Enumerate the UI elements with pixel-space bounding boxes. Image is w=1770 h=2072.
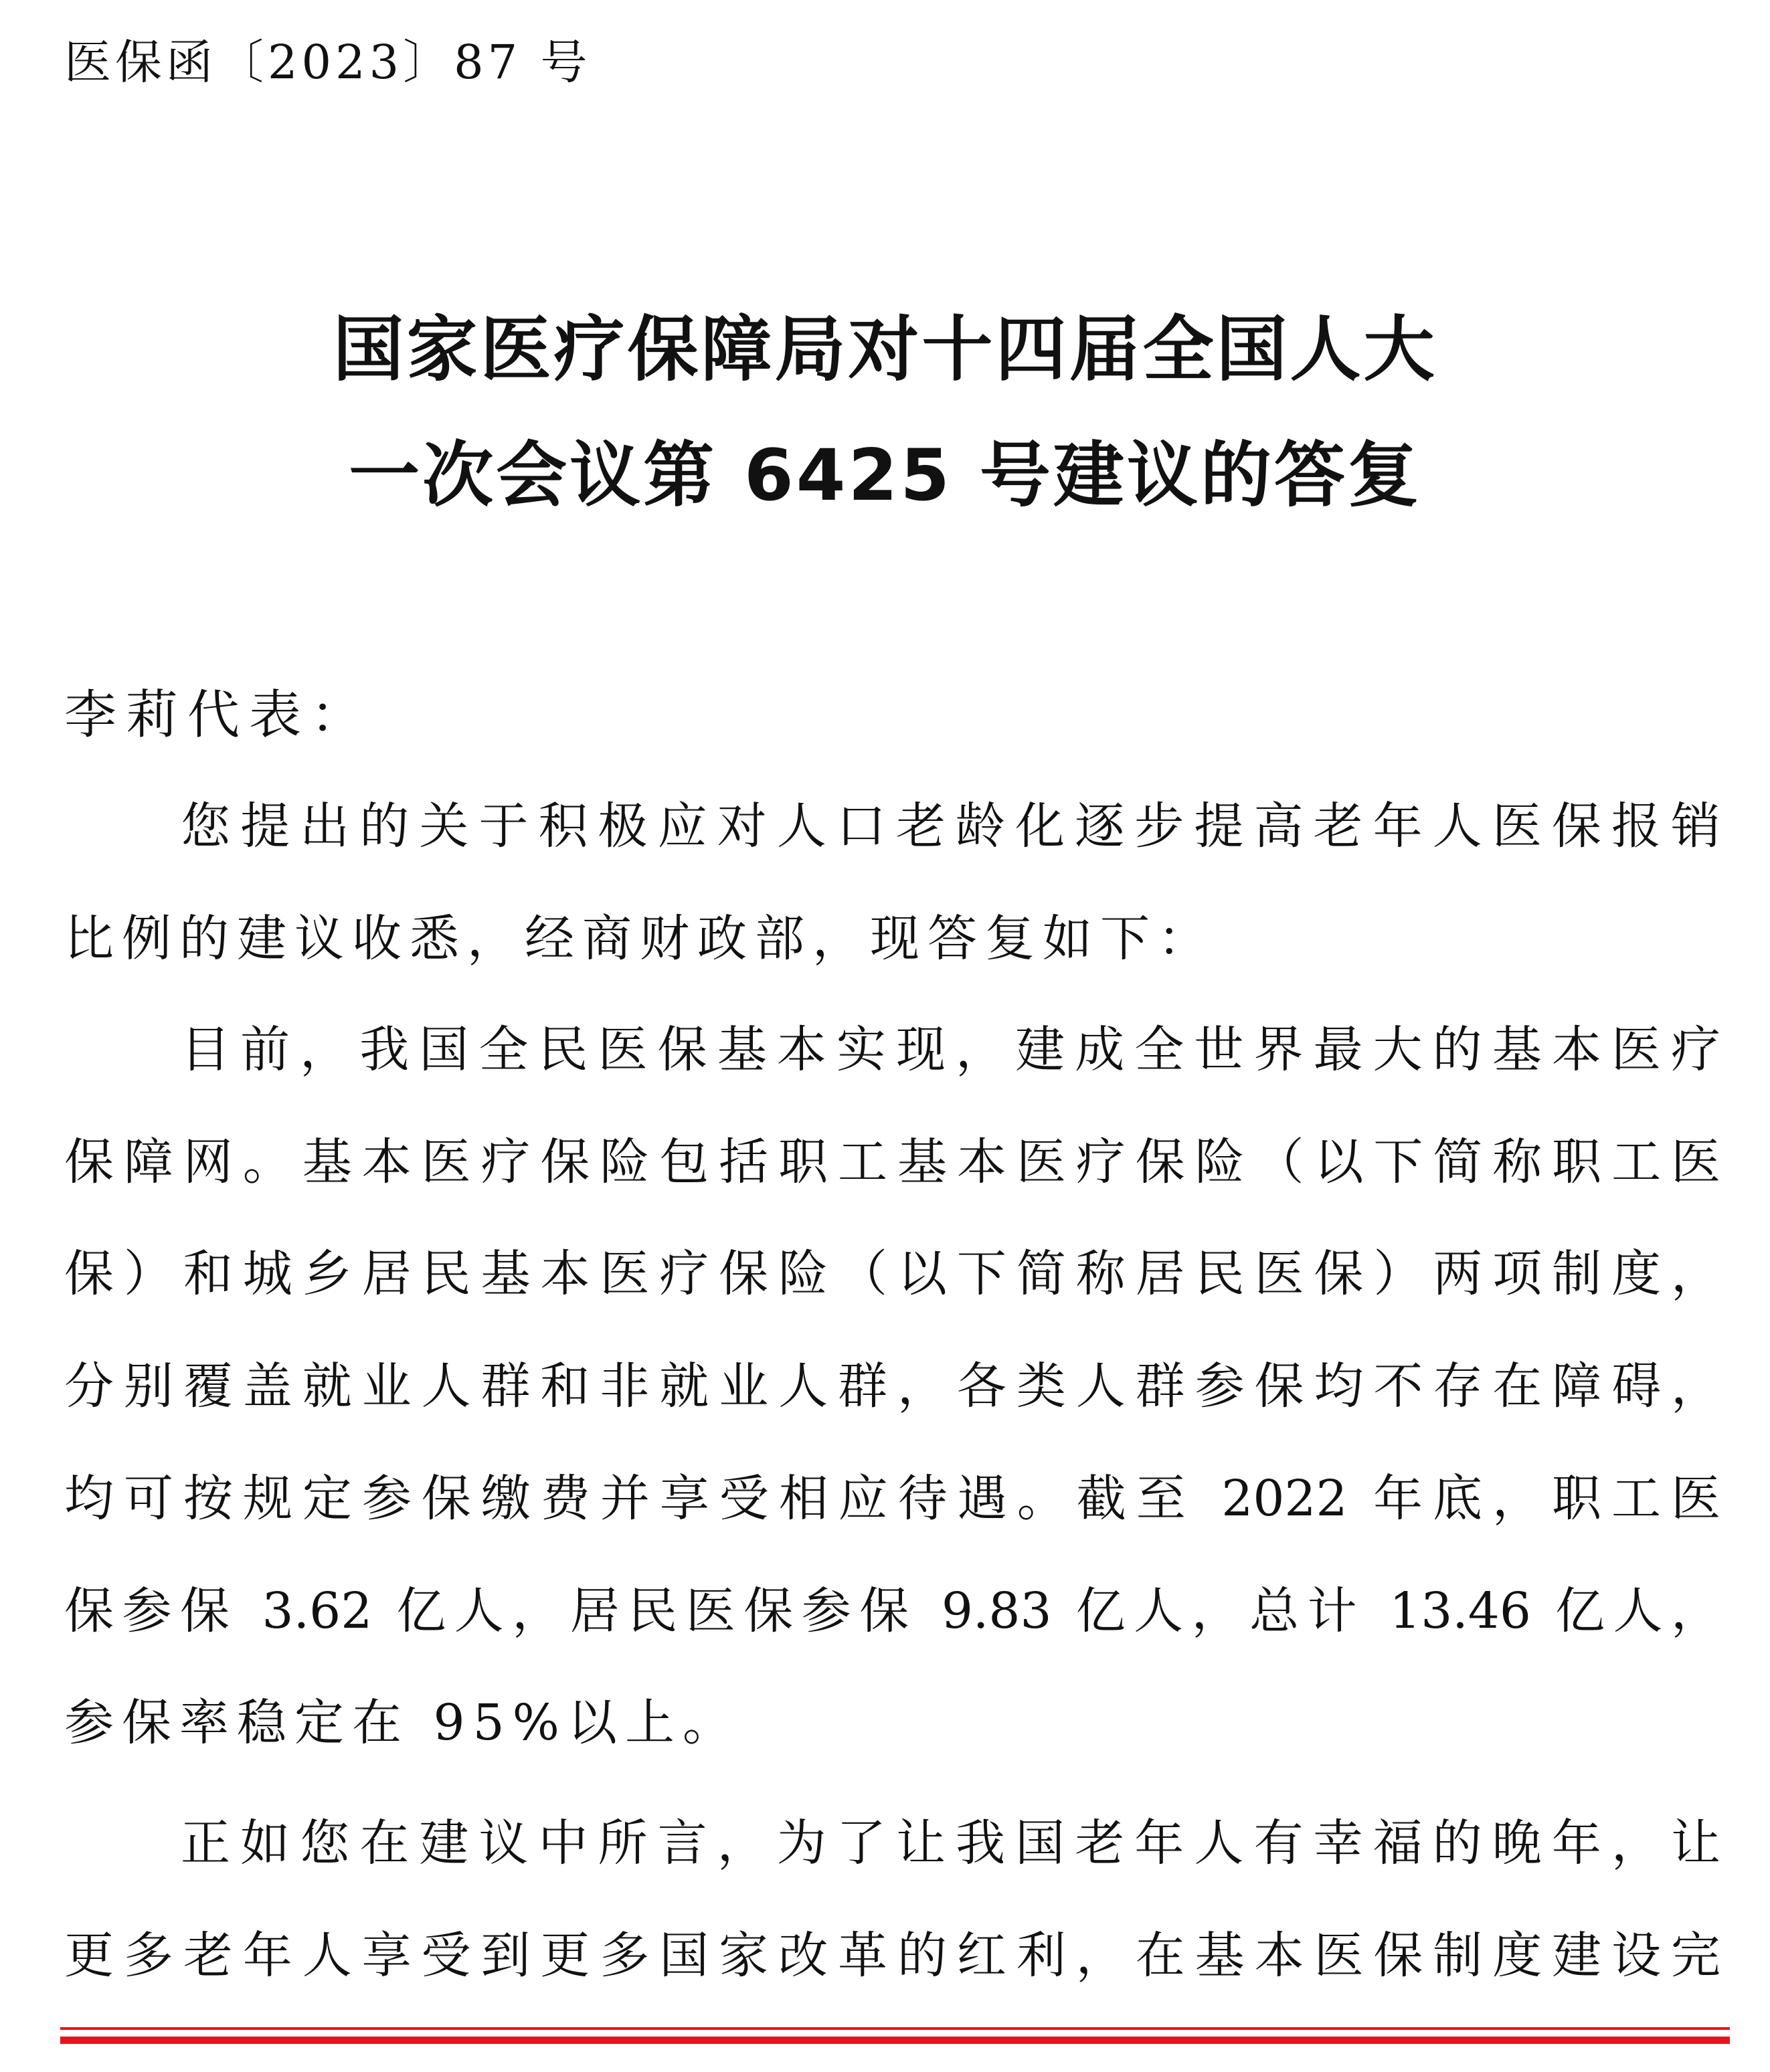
footer-rule-thick [60, 2037, 1730, 2044]
document-title-line-2: 一次会议第 6425 号建议的答复 [349, 434, 1421, 516]
paragraph-2-line: 均可按规定参保缴费并享受相应待遇。截至 2022 年底，职工医 [64, 1470, 1720, 1527]
paragraph-3-line: 正如您在建议中所言，为了让我国老年人有幸福的晚年，让 [181, 1814, 1720, 1872]
document-number: 医保函〔2023〕87 号 [64, 35, 592, 90]
footer-rule-thin [60, 2027, 1730, 2030]
paragraph-1-line: 您提出的关于积极应对人口老龄化逐步提高老年人医保报销 [181, 797, 1720, 855]
paragraph-2-line: 保）和城乡居民基本医疗保险（以下简称居民医保）两项制度， [64, 1245, 1720, 1303]
paragraph-2-line: 目前，我国全民医保基本实现，建成全世界最大的基本医疗 [181, 1021, 1720, 1078]
paragraph-2-line: 保障网。基本医疗保险包括职工基本医疗保险（以下简称职工医 [64, 1133, 1720, 1191]
paragraph-1-line: 比例的建议收悉，经商财政部，现答复如下： [64, 910, 1215, 967]
paragraph-3-line: 更多老年人享受到更多国家改革的红利，在基本医保制度建设完 [64, 1927, 1720, 1984]
paragraph-2-line: 参保率稳定在 95%以上。 [64, 1694, 740, 1752]
salutation: 李莉代表： [64, 685, 373, 745]
paragraph-2-line: 分别覆盖就业人群和非就业人群，各类人群参保均不存在障碍， [64, 1357, 1720, 1415]
document-title-line-1: 国家医疗保障局对十四届全国人大 [333, 308, 1437, 391]
paragraph-2-line: 保参保 3.62 亿人，居民医保参保 9.83 亿人，总计 13.46 亿人， [64, 1582, 1720, 1640]
